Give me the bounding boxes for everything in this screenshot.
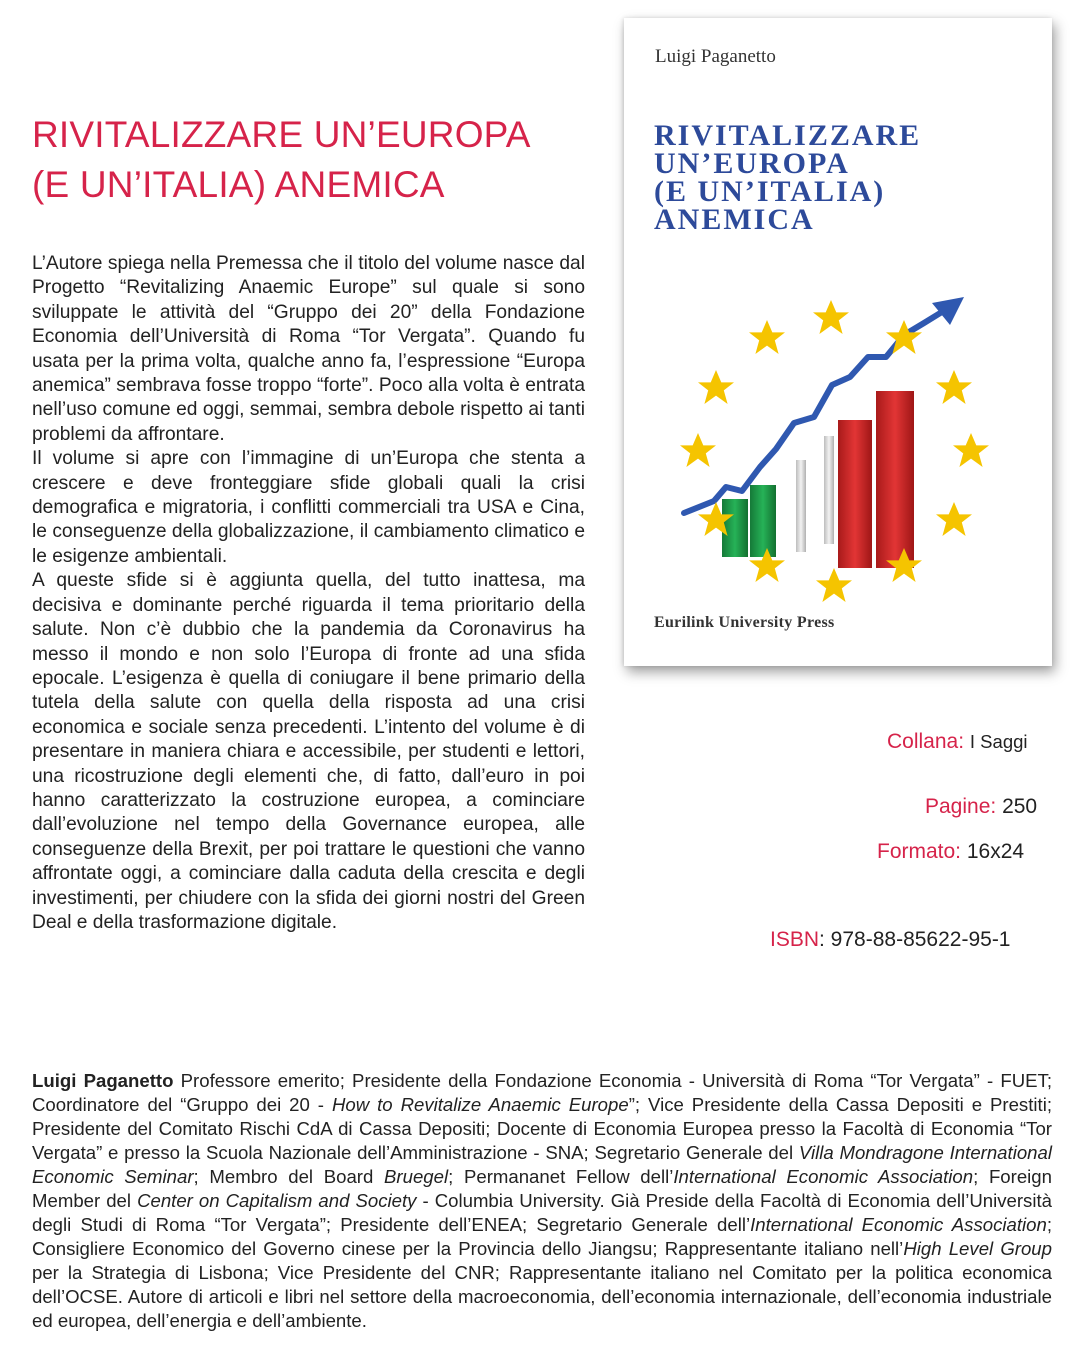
title-line-1: RIVITALIZZARE UN’EUROPA xyxy=(32,114,531,155)
bio-segment: ; Foreign Member del xyxy=(32,1166,1052,1211)
author-name: Luigi Paganetto xyxy=(32,1070,174,1091)
formato-label: Formato: xyxy=(877,840,962,863)
bio-italic-segment: Villa Mondragone International Economic Seminar xyxy=(32,1142,1052,1187)
bio-italic-segment: How to Revitalize Anaemic Europe xyxy=(331,1094,629,1115)
formato-value: 16x24 xyxy=(966,840,1025,863)
bio-segment: ; Membro del Board xyxy=(193,1166,385,1187)
page-title xyxy=(32,110,592,210)
cover-title-line: ANEMICA xyxy=(654,203,815,236)
book-cover xyxy=(624,18,1052,666)
cover-author: Luigi Paganetto xyxy=(655,46,776,67)
bio-segment: ; Consigliere Economico del Governo cinese per la Provincia dello Jiangsu; Rappresentante italiano nell’ xyxy=(32,1214,1053,1259)
title-line-2: (E UN’ITALIA) ANEMICA xyxy=(32,164,445,205)
bio-segment: - Columbia University. Già Preside della Facoltà di Economia dell’Università degli Studi di Roma “Tor Vergata”; Presidente dell’ENEA; Segretario Generale dell’ xyxy=(32,1190,1052,1235)
description-paragraph-2: Il volume si apre con l’immagine di un’Europa che stenta a crescere e deve fronteggiare sfide globali quali la crisi demografica e migratoria, i conflitti commerciali tra USA e Cina, le conseguenze della globalizzazione, il cambiamento climatico e le esigenze ambientali. xyxy=(32,448,585,567)
bio-italic-segment: International Economic Association xyxy=(673,1166,974,1187)
collana-label: Collana: xyxy=(887,730,965,753)
author-bio-text xyxy=(32,1070,1052,1331)
cover-title-line: RIVITALIZZARE xyxy=(654,119,922,152)
bio-italic-segment: Center on Capitalism and Society xyxy=(137,1190,417,1211)
description-paragraph-3: A queste sfide si è aggiunta quella, del tutto inattesa, ma decisiva e dominante perché riguarda il tema prioritario della salute. Non c’è dubbio che la pandemia da Coronavirus ha messo il mondo e non solo l’Europa di fronte ad una sfida epocale. L’esigenza è quella di coniugare il bene primario della tutela della salute con quella della risposta ad una crisi economica e sociale senza precedenti. L’intento del volume è di presentare in maniera chiara e accessibile, per studenti e lettori, una ricostruzione degli elementi che, di fatto, dall’euro in poi hanno caratterizzato la costruzione europea, a cominciare dall’evoluzione nel tempo della Governance europea, alle conseguenze della Brexit, per poi trattare le questioni che vanno affrontate oggi, a cominciare dalla caduta della crescita e degli investimenti, per chiudere con la sfida dei giorni nostri del Green Deal e della trasformazione digitale. xyxy=(32,570,585,933)
pagine-field xyxy=(925,795,1037,819)
book-description xyxy=(32,252,585,935)
isbn-value: : 978-88-85622-95-1 xyxy=(819,928,1011,951)
formato-field xyxy=(877,840,1024,864)
bio-italic-segment: High Level Group xyxy=(903,1238,1052,1259)
bio-segment: ; Permananet Fellow dell’ xyxy=(448,1166,674,1187)
author-bio xyxy=(32,1069,1052,1333)
bio-segment: per la Strategia di Lisbona; Vice Presidente del CNR; Rappresentante italiano nel Comitato per la politica economica dell’OCSE. Autore di articoli e libri nel settore della macroeconomia, dell’economia internazionale, dell’economia industriale ed europea, dell’energia e dell’ambiente. xyxy=(32,1262,1052,1331)
cover-title xyxy=(654,119,1034,236)
cover-illustration xyxy=(664,273,1004,603)
isbn-label: ISBN xyxy=(770,928,820,951)
cover-title-line: UN’EUROPA xyxy=(654,147,850,180)
bio-italic-segment: International Economic Association xyxy=(750,1214,1047,1235)
bio-segment: Professore emerito; Presidente della Fondazione Economia - Università di Roma “Tor Vergata” - FUET; Coordinatore del “Gruppo dei 20 - xyxy=(32,1070,1053,1115)
pagine-value: 250 xyxy=(1002,795,1038,818)
bio-segment: ”; Vice Presidente della Cassa Depositi e Prestiti; Presidente del Comitato Rischi CdA di Cassa Depositi; Docente di Economia Europea presso la Facoltà di Economia “Tor Vergata” e presso la Scuola Nazionale dell’Amministrazione - SNA; Segretario Generale del xyxy=(32,1094,1052,1163)
collana-value: I Saggi xyxy=(969,731,1028,752)
description-paragraph-1: L’Autore spiega nella Premessa che il titolo del volume nasce dal Progetto “Revitalizing Anaemic Europe” sul quale si sono sviluppate le attività del “Gruppo dei 20” della Fondazione Economia dell’Università di Roma “Tor Vergata”. Quando fu usata per la prima volta, qualche anno fa, l’espressione “Europa anemica” sembrava fosse troppo “forte”. Poco alla volta è entrata nell’uso comune ed oggi, semmai, sembra debole rispetto ai tanti problemi da affrontare. xyxy=(32,253,585,445)
isbn-field xyxy=(770,928,1011,952)
bio-italic-segment: Bruegel xyxy=(384,1166,449,1187)
cover-publisher: Eurilink University Press xyxy=(654,614,835,631)
pagine-label: Pagine: xyxy=(925,795,997,818)
cover-title-line: (E UN’ITALIA) xyxy=(654,175,886,208)
collana-field xyxy=(887,730,1028,754)
